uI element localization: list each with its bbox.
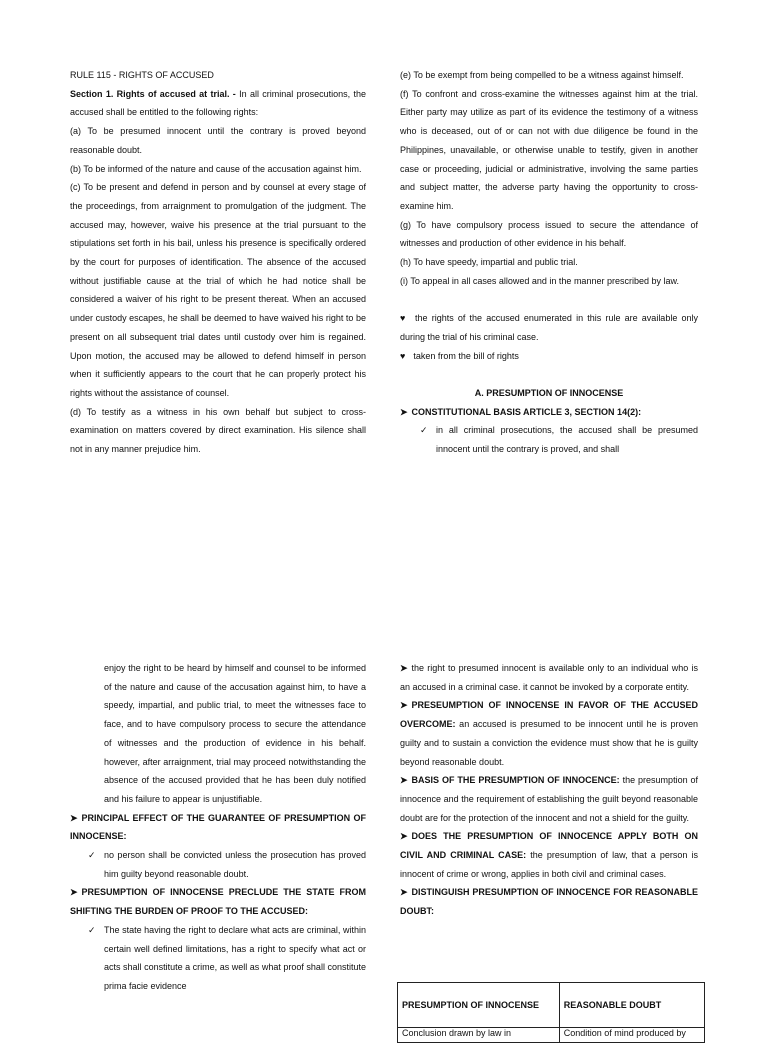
table-cell: Conclusion drawn by law in [398,1028,560,1043]
checkmark-icon: ✓ [88,850,96,861]
right-e: (e) To be exempt from being compelled to be a witness against himself. [400,70,684,80]
section-text: In all criminal prosecutions, the accused shall be entitled to the following rights: [70,88,366,118]
column-right-bottom [400,659,698,921]
arrow-bullet-icon: ➤ [70,812,78,823]
section-1 [70,85,366,122]
table-header-presumption: PRESUMPTION OF INNOCENSE [398,983,560,1028]
note-2: ♥ taken from the bill of rights [400,350,519,361]
arrow-bullet-icon: ➤ [400,700,408,711]
arrow-bullet-icon: ➤ [70,887,78,898]
right-h: (h) To have speedy, impartial and public trial. [400,257,578,268]
column-left-bottom [70,659,366,996]
heart-bullet-icon: ♥ [400,313,408,324]
column-left-top [70,66,366,459]
arrow-bullet-icon: ➤ [400,887,408,898]
right-g: (g) To have compulsory process issued to secure the attendance of witnesses and production of other evidence in his behalf. [400,219,698,249]
comparison-table [397,982,705,1043]
distinguish-heading: ➤ DISTINGUISH PRESUMPTION OF INNOCENCE FOR REASONABLE DOUBT: [400,887,698,917]
presumption-overcome: ➤ PRESEUMPTION OF INNOCENSE IN FAVOR OF THE ACCUSED OVERCOME: an accused is presumed to be innocent until he is proven guilty and to sustain a conviction the evidence must show that he is guilty beyond reasonable doubt. [400,700,698,767]
corporate-entity-note: ➤ the right to presumed innocent is available only to an individual who is an accused in a criminal case. it cannot be invoked by a corporate entity. [400,663,698,692]
civil-and-criminal: ➤ DOES THE PRESUMPTION OF INNOCENCE APPLY BOTH ON CIVIL AND CRIMINAL CASE: the presumption of law, that a person is innocent of crime or wrong, applies in both civil and criminal cases. [400,831,699,879]
arrow-bullet-icon: ➤ [400,775,408,786]
right-d: (d) To testify as a witness in his own behalf but subject to cross-examination on matters covered by direct examination. His silence shall not in any manner prejudice him. [70,406,366,455]
arrow-bullet-icon: ➤ [400,831,408,842]
principal-effect-item: ✓ no person shall be convicted unless the prosecution has proved him guilty beyond reasonable doubt. [70,846,366,883]
arrow-bullet-icon: ➤ [400,406,408,417]
section-label: Section 1. Rights of accused at trial. - [70,88,236,99]
checkmark-icon: ✓ [420,425,428,436]
table-row [398,1028,705,1043]
right-c: (c) To be present and defend in person and by counsel at every stage of the proceedings, from arraignment to promulgation of the judgment. The accused may, however, waive his presence at the trial pursuant to the stipulations set forth in his bail, unless his presence is specifically ordered by the court for purposes of identification. The absence of the accused without justifiable cause at the trial of which he had notice shall be considered a waiver of his right to be present thereat. When an accused under custody escapes, he shall be deemed to have waived his right to be present on all subsequent trial dates until custody over him is regained. Upon motion, the accused may be allowed to defend himself in person when it sufficiently appears to the court that he can properly protect his rights without the assistance of counsel. [70,182,366,398]
checkmark-icon: ✓ [88,924,96,935]
right-b: (b) To be informed of the nature and cause of the accusation against him. [70,163,362,174]
constitutional-basis: ➤ CONSTITUTIONAL BASIS ARTICLE 3, SECTION 14(2): [400,406,642,417]
basis-item: ✓ in all criminal prosecutions, the accused shall be presumed innocent until the contrary is proved, and shall [400,421,698,458]
rule-title: RULE 115 - RIGHTS OF ACCUSED [70,70,214,80]
table-cell: Condition of mind produced by [559,1028,704,1043]
arrow-bullet-icon: ➤ [400,663,408,673]
heart-bullet-icon: ♥ [400,350,406,361]
note-1: ♥ the rights of the accused enumerated in this rule are available only during the trial of his criminal case. [400,313,699,342]
basis-of-presumption: ➤ BASIS OF THE PRESUMPTION OF INNOCENCE: the presumption of innocence and the requirement of establishing the guilt beyond reasonable doubt are for the protection of the innocent and not a shield for the guilty. [400,775,699,823]
spacer [400,365,698,384]
heading-principal-effect: ➤ PRINCIPAL EFFECT OF THE GUARANTEE OF PRESUMPTION OF INNOCENSE: [70,812,366,842]
continued-text: enjoy the right to be heard by himself and counsel to be informed of the nature and cause of the accusation against him, to have a speedy, impartial, and public trial, to meet the witnesses face to face, and to have compulsory process to secure the attendance of witnesses and the production of evidence in his behalf. however, after arraignment, trial may proceed notwithstanding the absence of the accused provided that he has been duly notified and his failure to appear is unjustifiable. [104,663,366,804]
column-right-top [400,66,698,459]
heading-presumption: A. PRESUMPTION OF INNOCENSE [474,387,624,398]
table-header-row [398,983,705,1028]
right-i: (i) To appeal in all cases allowed and in the manner prescribed by law. [400,275,679,286]
spacer [400,290,698,309]
right-a: (a) To be presumed innocent until the contrary is proved beyond reasonable doubt. [70,126,366,155]
heading-burden-of-proof: ➤ PRESUMPTION OF INNOCENSE PRECLUDE THE STATE FROM SHIFTING THE BURDEN OF PROOF TO THE ACCUSED: [70,887,366,917]
table-header-reasonable-doubt: REASONABLE DOUBT [559,983,704,1028]
right-f: (f) To confront and cross-examine the witnesses against him at the trial. Either party may utilize as part of its evidence the testimony of a witness who is deceased, out of or can not with due diligence be found in the Philippines, unavailable, or otherwise unable to testify, given in another case or proceeding, judicial or administrative, involving the same parties and subject matter, the adverse party having the opportunity to cross-examine him. [400,88,698,211]
burden-of-proof-item: ✓ The state having the right to declare what acts are criminal, within certain well defined limitations, has a right to specify what act or acts shall constitute a crime, as well as what proof shall constitute prima facie evidence [70,921,366,996]
